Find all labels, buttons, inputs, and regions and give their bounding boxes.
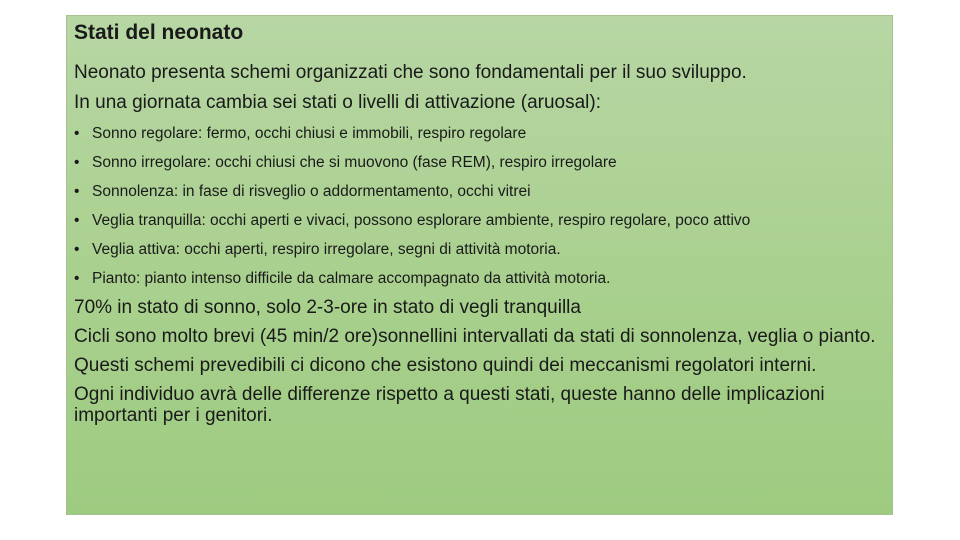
list-item [74, 206, 750, 235]
paragraph: Questi schemi prevedibili ci dicono che esistono quindi dei meccanismi regolatori interni. [74, 355, 817, 376]
list-item [74, 148, 750, 177]
list-item-text: Veglia attiva: occhi aperti, respiro irregolare, segni di attività motoria. [92, 241, 561, 258]
bullet-marker: • [74, 154, 80, 171]
paragraph: Ogni individuo avrà delle differenze rispetto a questi stati, queste hanno delle implicazioni importanti per i genitori. [74, 384, 825, 426]
list-item [74, 177, 750, 206]
list-item [74, 235, 750, 264]
intro-line: In una giornata cambia sei stati o livelli di attivazione (aruosal): [74, 92, 601, 113]
intro-text [74, 58, 747, 118]
bullet-marker: • [74, 270, 80, 287]
list-item-text: Veglia tranquilla: occhi aperti e vivaci, possono esplorare ambiente, respiro regolare, poco attivo [92, 212, 751, 229]
paragraph: Cicli sono molto brevi (45 min/2 ore)sonnellini intervallati da stati di sonnolenza, veglia o pianto. [74, 326, 876, 347]
bullet-marker: • [74, 183, 80, 200]
body-text [74, 297, 879, 434]
slide-title: Stati del neonato [74, 21, 244, 44]
bullet-marker: • [74, 212, 80, 229]
list-item-text: Sonno regolare: fermo, occhi chiusi e immobili, respiro regolare [92, 125, 527, 142]
list-item [74, 119, 750, 148]
bullet-marker: • [74, 125, 80, 142]
list-item-text: Sonno irregolare: occhi chiusi che si muovono (fase REM), respiro irregolare [92, 154, 617, 171]
list-item [74, 264, 750, 293]
content-panel [66, 15, 893, 515]
list-item-text: Pianto: pianto intenso difficile da calmare accompagnato da attività motoria. [92, 270, 611, 287]
intro-line: Neonato presenta schemi organizzati che sono fondamentali per il suo sviluppo. [74, 62, 747, 83]
list-item-text: Sonnolenza: in fase di risveglio o addormentamento, occhi vitrei [92, 183, 531, 200]
paragraph: 70% in stato di sonno, solo 2-3-ore in stato di vegli tranquilla [74, 297, 581, 318]
states-list [74, 119, 750, 293]
bullet-marker: • [74, 241, 80, 258]
